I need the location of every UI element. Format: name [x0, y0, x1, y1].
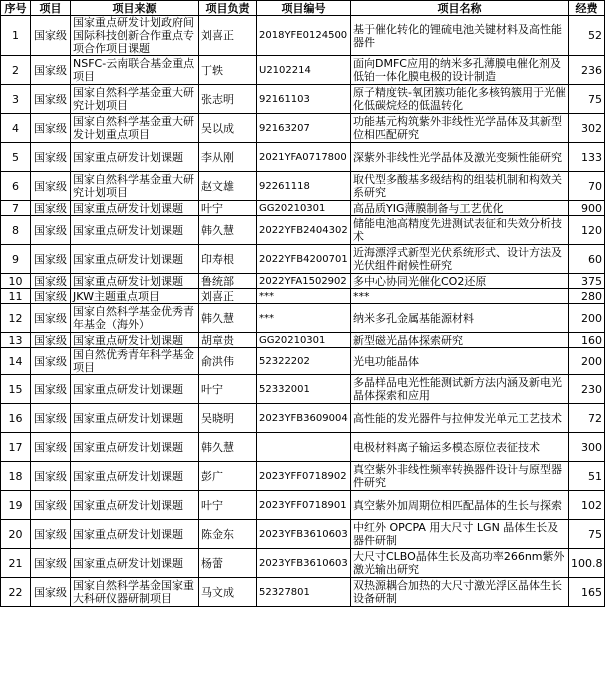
row-source: 国自然优秀青年科学基金项目 — [71, 348, 199, 375]
row-level: 国家级 — [31, 578, 71, 607]
row-name: 储能电池高精度先进测试表征和失效分析技术 — [351, 216, 569, 245]
row-source: 国家自然科学基金优秀青年基金（海外） — [71, 304, 199, 333]
row-lead: 俞洪伟 — [199, 348, 257, 375]
row-code: GG20210301 — [257, 333, 351, 348]
row-code: 52322202 — [257, 348, 351, 375]
row-seq: 16 — [1, 404, 31, 433]
table-row — [1, 16, 605, 56]
row-funds: 236 — [569, 56, 605, 85]
row-source: 国家重点研发计划课题 — [71, 433, 199, 462]
row-seq: 12 — [1, 304, 31, 333]
row-level: 国家级 — [31, 85, 71, 114]
table-row — [1, 348, 605, 375]
header-source: 项目来源 — [71, 1, 199, 16]
table-row — [1, 462, 605, 491]
row-level: 国家级 — [31, 16, 71, 56]
table-row — [1, 245, 605, 274]
row-funds: 280 — [569, 289, 605, 304]
row-source: 国家重点研发计划课题 — [71, 274, 199, 289]
row-name: 取代型多酸基多级结构的组装机制和构效关系研究 — [351, 172, 569, 201]
row-lead: 刘喜正 — [199, 16, 257, 56]
row-source: 国家重点研发计划课题 — [71, 520, 199, 549]
row-source: JKW主题重点项目 — [71, 289, 199, 304]
row-lead: 彭广 — [199, 462, 257, 491]
row-code: *** — [257, 289, 351, 304]
row-lead: 刘喜正 — [199, 289, 257, 304]
table-row — [1, 201, 605, 216]
row-name: 纳米多孔金属基能源材料 — [351, 304, 569, 333]
row-lead: 丁轶 — [199, 56, 257, 85]
row-funds: 52 — [569, 16, 605, 56]
table-row — [1, 578, 605, 607]
row-level: 国家级 — [31, 216, 71, 245]
row-source: 国家自然科学基金重大研究计划项目 — [71, 85, 199, 114]
row-name: 多中心协同光催化CO2还原 — [351, 274, 569, 289]
row-seq: 8 — [1, 216, 31, 245]
row-funds: 230 — [569, 375, 605, 404]
header-row — [1, 1, 605, 16]
row-lead: 叶宁 — [199, 201, 257, 216]
row-code: 2023YFF0718902 — [257, 462, 351, 491]
table-row — [1, 216, 605, 245]
row-seq: 19 — [1, 491, 31, 520]
row-level: 国家级 — [31, 289, 71, 304]
row-seq: 2 — [1, 56, 31, 85]
row-level: 国家级 — [31, 201, 71, 216]
row-name: 中红外 OPCPA 用大尺寸 LGN 晶体生长及器件研制 — [351, 520, 569, 549]
row-name: 高性能的发光器件与拉伸发光单元工艺技术 — [351, 404, 569, 433]
row-seq: 6 — [1, 172, 31, 201]
row-code: 2023YFB3609004 — [257, 404, 351, 433]
row-funds: 51 — [569, 462, 605, 491]
row-funds: 200 — [569, 304, 605, 333]
row-lead: 韩久慧 — [199, 216, 257, 245]
row-name: 光电功能晶体 — [351, 348, 569, 375]
row-source: NSFC-云南联合基金重点项目 — [71, 56, 199, 85]
table-row — [1, 549, 605, 578]
row-source: 国家自然科学基金重大研究计划项目 — [71, 172, 199, 201]
row-source: 国家重点研发计划课题 — [71, 404, 199, 433]
row-seq: 3 — [1, 85, 31, 114]
row-name: 高品质YIG薄膜制备与工艺优化 — [351, 201, 569, 216]
row-funds: 165 — [569, 578, 605, 607]
row-lead: 陈金东 — [199, 520, 257, 549]
row-source: 国家重点研发计划课题 — [71, 333, 199, 348]
row-funds: 102 — [569, 491, 605, 520]
row-level: 国家级 — [31, 56, 71, 85]
row-level: 国家级 — [31, 304, 71, 333]
row-name: 功能基元构筑紫外非线性光学晶体及其新型位相匹配研究 — [351, 114, 569, 143]
table-row — [1, 333, 605, 348]
row-lead: 吴晓明 — [199, 404, 257, 433]
row-funds: 900 — [569, 201, 605, 216]
row-seq: 14 — [1, 348, 31, 375]
table-row — [1, 520, 605, 549]
row-seq: 7 — [1, 201, 31, 216]
row-code: 2023YFB3610603 — [257, 549, 351, 578]
row-lead: 张志明 — [199, 85, 257, 114]
row-level: 国家级 — [31, 245, 71, 274]
row-code: 92261118 — [257, 172, 351, 201]
row-name: 面向DMFC应用的纳米多孔薄膜电催化剂及低铂一体化膜电极的设计制造 — [351, 56, 569, 85]
row-seq: 5 — [1, 143, 31, 172]
table-row — [1, 375, 605, 404]
table-row — [1, 114, 605, 143]
row-seq: 21 — [1, 549, 31, 578]
row-code: 2022YFB2404302 — [257, 216, 351, 245]
row-lead: 赵文雄 — [199, 172, 257, 201]
row-seq: 18 — [1, 462, 31, 491]
row-code: 2022YFA1502902 — [257, 274, 351, 289]
row-name: 近海漂浮式新型光伏系统形式、设计方法及光伏组件耐候性研究 — [351, 245, 569, 274]
row-code: 2018YFE0124500 — [257, 16, 351, 56]
row-lead: 吴以成 — [199, 114, 257, 143]
row-level: 国家级 — [31, 172, 71, 201]
header-name: 项目名称 — [351, 1, 569, 16]
row-source: 国家重点研发计划课题 — [71, 201, 199, 216]
row-funds: 133 — [569, 143, 605, 172]
table-row — [1, 289, 605, 304]
row-level: 国家级 — [31, 348, 71, 375]
row-level: 国家级 — [31, 404, 71, 433]
row-code: 2023YFF0718901 — [257, 491, 351, 520]
row-seq: 11 — [1, 289, 31, 304]
row-name: 真空紫外加周期位相匹配晶体的生长与探索 — [351, 491, 569, 520]
row-funds: 100.8 — [569, 549, 605, 578]
row-funds: 120 — [569, 216, 605, 245]
row-name: 大尺寸CLBO晶体生长及高功率266nm紫外激光输出研究 — [351, 549, 569, 578]
row-seq: 9 — [1, 245, 31, 274]
row-funds: 60 — [569, 245, 605, 274]
row-seq: 1 — [1, 16, 31, 56]
row-seq: 22 — [1, 578, 31, 607]
header-funds: 经费 — [569, 1, 605, 16]
row-level: 国家级 — [31, 114, 71, 143]
table-row — [1, 304, 605, 333]
row-name: 新型磁光晶体探索研究 — [351, 333, 569, 348]
row-name: 原子精度铁-氧团簇功能化多核钨簇用于光催化低碳烷烃的低温转化 — [351, 85, 569, 114]
row-level: 国家级 — [31, 274, 71, 289]
row-code: 2022YFB4200701 — [257, 245, 351, 274]
header-seq: 序号 — [1, 1, 31, 16]
row-seq: 10 — [1, 274, 31, 289]
row-seq: 13 — [1, 333, 31, 348]
row-name: 电极材料离子输运多模态原位表征技术 — [351, 433, 569, 462]
row-code: U2102214 — [257, 56, 351, 85]
row-level: 国家级 — [31, 520, 71, 549]
table-row — [1, 143, 605, 172]
row-level: 国家级 — [31, 333, 71, 348]
table-body — [1, 16, 605, 607]
row-source: 国家重点研发计划课题 — [71, 549, 199, 578]
row-source: 国家自然科学基金国家重大科研仪器研制项目 — [71, 578, 199, 607]
row-level: 国家级 — [31, 143, 71, 172]
row-code: 92163207 — [257, 114, 351, 143]
row-source: 国家重点研发计划课题 — [71, 216, 199, 245]
row-level: 国家级 — [31, 549, 71, 578]
row-code: 2023YFB3610603 — [257, 520, 351, 549]
row-funds: 302 — [569, 114, 605, 143]
header-lead: 项目负责 — [199, 1, 257, 16]
row-lead: 叶宁 — [199, 491, 257, 520]
table-row — [1, 172, 605, 201]
row-source: 国家重点研发计划政府间国际科技创新合作重点专项合作项目课题 — [71, 16, 199, 56]
row-funds: 75 — [569, 85, 605, 114]
row-code: 52332001 — [257, 375, 351, 404]
row-name: 双热源耦合加热的大尺寸激光浮区晶体生长设备研制 — [351, 578, 569, 607]
row-level: 国家级 — [31, 433, 71, 462]
row-source: 国家重点研发计划课题 — [71, 491, 199, 520]
table-row — [1, 433, 605, 462]
row-lead: 韩久慧 — [199, 433, 257, 462]
table-row — [1, 56, 605, 85]
row-code: 52327801 — [257, 578, 351, 607]
row-funds: 75 — [569, 520, 605, 549]
row-name: 真空紫外非线性频率转换器件设计与原型器件研究 — [351, 462, 569, 491]
row-lead: 杨蕾 — [199, 549, 257, 578]
table-row — [1, 274, 605, 289]
table-row — [1, 491, 605, 520]
row-seq: 15 — [1, 375, 31, 404]
row-lead: 马文成 — [199, 578, 257, 607]
row-funds: 70 — [569, 172, 605, 201]
row-lead: 韩久慧 — [199, 304, 257, 333]
row-seq: 20 — [1, 520, 31, 549]
row-code: 92161103 — [257, 85, 351, 114]
row-funds: 72 — [569, 404, 605, 433]
row-funds: 200 — [569, 348, 605, 375]
row-source: 国家自然科学基金重大研发计划重点项目 — [71, 114, 199, 143]
row-level: 国家级 — [31, 491, 71, 520]
row-source: 国家重点研发计划课题 — [71, 143, 199, 172]
row-code: GG20210301 — [257, 201, 351, 216]
row-source: 国家重点研发计划课题 — [71, 462, 199, 491]
row-code — [257, 433, 351, 462]
row-lead: 印寿根 — [199, 245, 257, 274]
row-funds: 160 — [569, 333, 605, 348]
row-lead: 李从刚 — [199, 143, 257, 172]
row-code: *** — [257, 304, 351, 333]
row-lead: 叶宁 — [199, 375, 257, 404]
header-level: 项目 — [31, 1, 71, 16]
table-row — [1, 404, 605, 433]
row-funds: 375 — [569, 274, 605, 289]
row-lead: 鲁统部 — [199, 274, 257, 289]
row-lead: 胡章贵 — [199, 333, 257, 348]
row-name: *** — [351, 289, 569, 304]
row-name: 基于催化转化的锂硫电池关键材料及高性能器件 — [351, 16, 569, 56]
row-name: 多晶样品电光性能测试新方法内涵及新电光晶体探索和应用 — [351, 375, 569, 404]
row-level: 国家级 — [31, 375, 71, 404]
row-funds: 300 — [569, 433, 605, 462]
header-code: 项目编号 — [257, 1, 351, 16]
row-level: 国家级 — [31, 462, 71, 491]
row-code: 2021YFA0717800 — [257, 143, 351, 172]
row-source: 国家重点研发计划课题 — [71, 245, 199, 274]
row-seq: 4 — [1, 114, 31, 143]
row-name: 深紫外非线性光学晶体及激光变频性能研究 — [351, 143, 569, 172]
table-row — [1, 85, 605, 114]
row-source: 国家重点研发计划课题 — [71, 375, 199, 404]
row-seq: 17 — [1, 433, 31, 462]
